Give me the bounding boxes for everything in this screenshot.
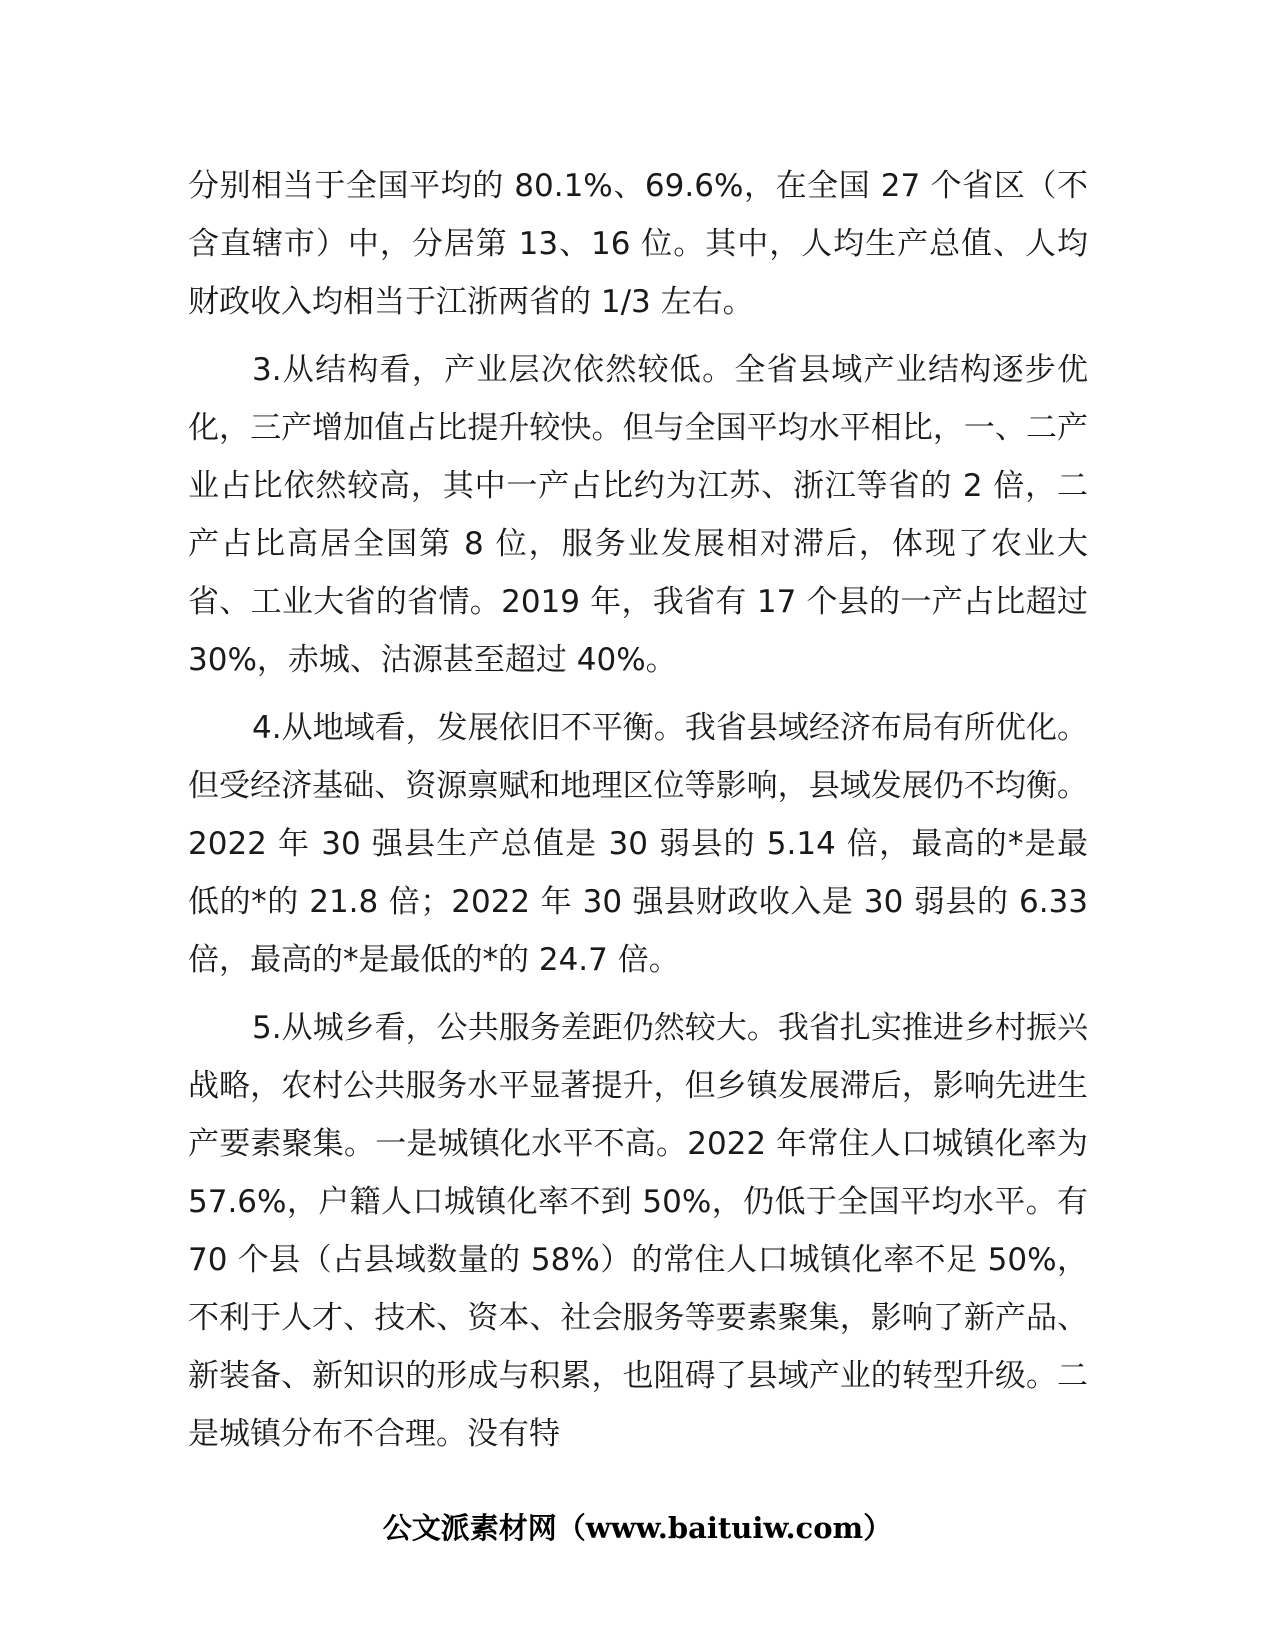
paragraph-region: 4.从地域看，发展依旧不平衡。我省县域经济布局有所优化。但受经济基础、资源禀赋和地理区位等影响，县域发展仍不均衡。2022 年 30 强县生产总值是 30 弱县的 5.14 倍，最高的*是最低的*的 21.8 倍；2022 年 30 强县财政收入是 30 弱县的 6.33 倍，最高的*是最低的*的 24.7 倍。 — [188, 710, 1088, 978]
paragraph-structure: 3.从结构看，产业层次依然较低。全省县域产业结构逐步优化，三产增加值占比提升较快。但与全国平均水平相比，一、二产业占比依然较高，其中一产占比约为江苏、浙江等省的 2 倍，二产占比高居全国第 8 位，服务业发展相对滞后，体现了农业大省、工业大省的省情。2019 年，我省有 17 个县的一产占比超过 30%，赤城、沽源甚至超过 40%。 — [188, 352, 1088, 678]
paragraph-urban-rural: 5.从城乡看，公共服务差距仍然较大。我省扎实推进乡村振兴战略，农村公共服务水平显著提升，但乡镇发展滞后，影响先进生产要素聚集。一是城镇化水平不高。2022 年常住人口城镇化率为 57.6%，户籍人口城镇化率不到 50%，仍低于全国平均水平。有 70 个县（占县域数量的 58%）的常住人口城镇化率不足 50%，不利于人才、技术、资本、社会服务等要素聚集，影响了新产品、新装备、新知识的形成与积累，也阻碍了县域产业的转型升级。二是城镇分布不合理。没有特 — [188, 1010, 1088, 1452]
document-body — [188, 157, 1088, 1463]
paragraph-continuation: 分别相当于全国平均的 80.1%、69.6%，在全国 27 个省区（不含直辖市）中，分居第 13、16 位。其中，人均生产总值、人均财政收入均相当于江浙两省的 1/3 左右。 — [188, 168, 1088, 320]
footer-watermark-text: 公文派素材网（www.baituiw.com） — [382, 1511, 893, 1545]
